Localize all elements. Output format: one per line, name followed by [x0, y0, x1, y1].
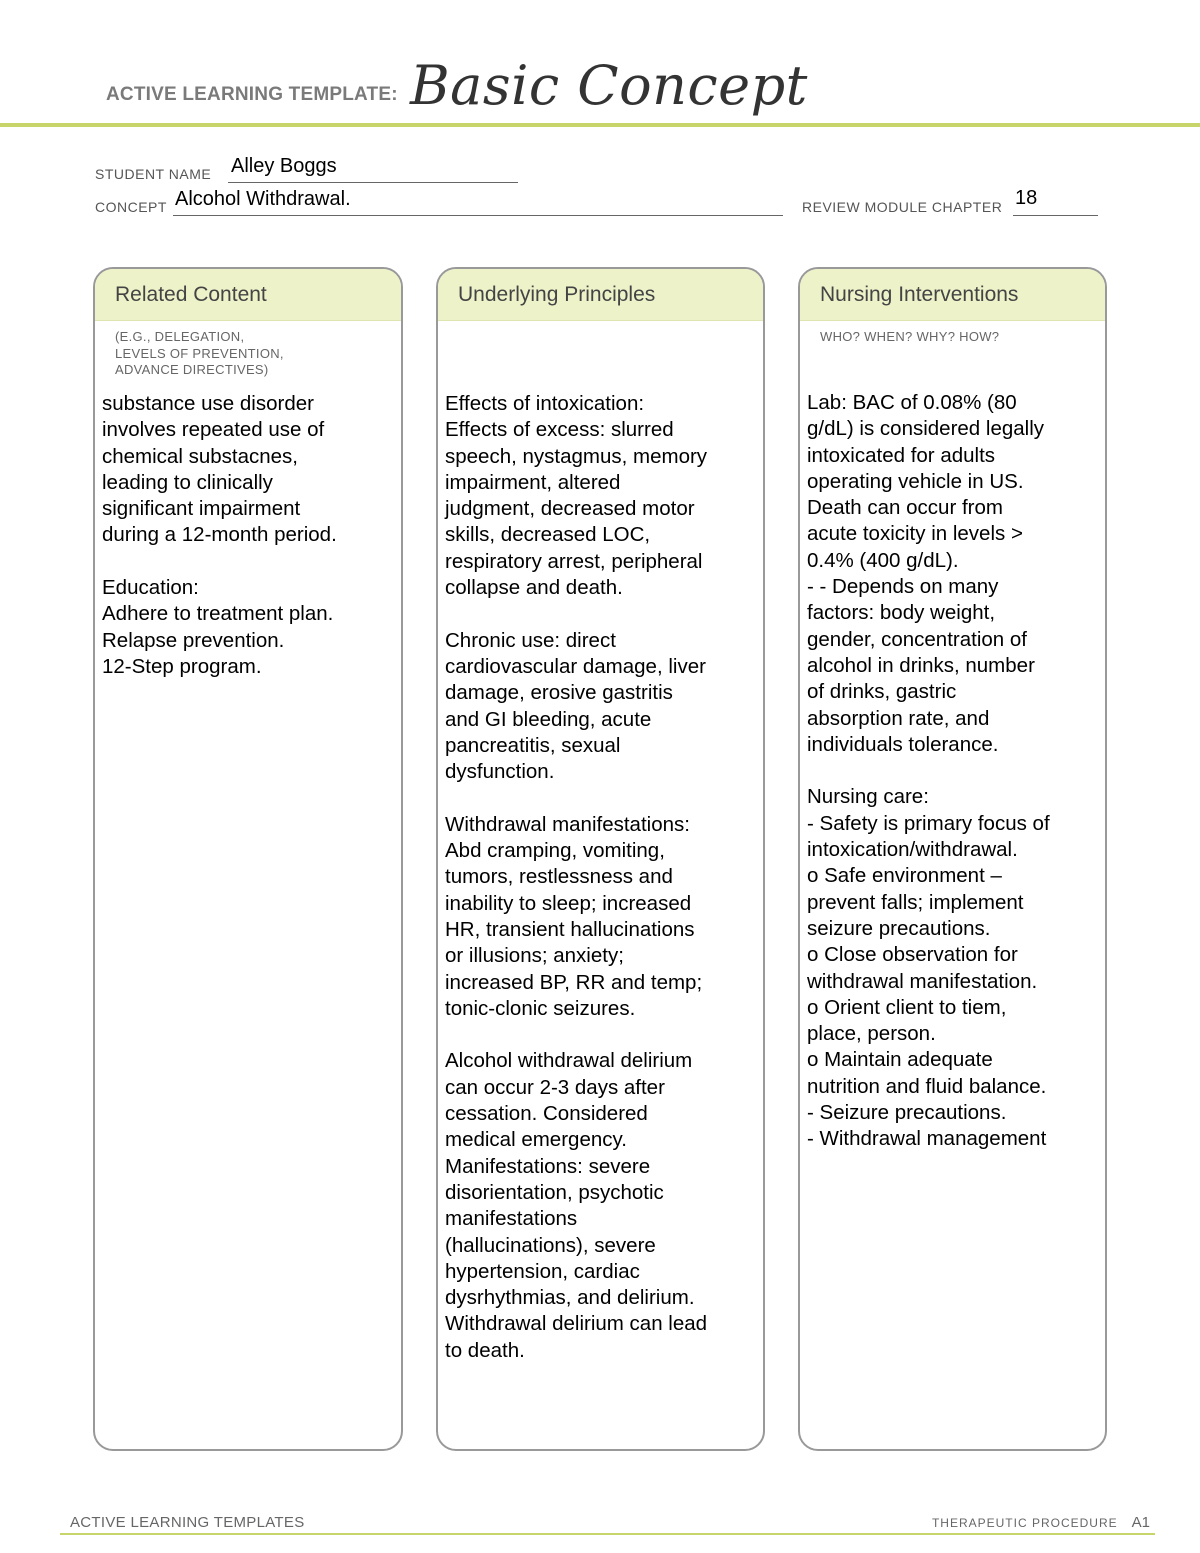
chapter-label: REVIEW MODULE CHAPTER	[802, 199, 1003, 215]
template-label: ACTIVE LEARNING TEMPLATE:	[106, 84, 398, 105]
nursing-interventions-subtitle: WHO? WHEN? WHY? HOW?	[820, 329, 1000, 344]
header-divider	[0, 123, 1200, 127]
underlying-principles-panel	[436, 267, 765, 1451]
concept-field[interactable]	[173, 188, 783, 216]
nursing-interventions-text[interactable]: Lab: BAC of 0.08% (80 g/dL) is considered legally intoxicated for adults operating vehicle in US. Death can occur from acute toxicity in levels > 0.4% (400 g/dL). - - Depends on many factors: body weight, gender, concentration of alcohol in drinks, number of drinks, gastric absorption rate, and individuals tolerance. Nursing care: - Safety is primary focus of intoxication/withdrawal. o Safe environment – prevent falls; implement seizure precautions. o Close observation for withdrawal manifestation. o Orient client to tiem, place, person. o Maintain adequate nutrition and fluid balance. - Seizure precautions. - Withdrawal management	[807, 391, 1050, 1151]
footer-section-label: THERAPEUTIC PROCEDURE	[931, 1516, 1118, 1530]
related-content-title: Related Content	[95, 269, 401, 321]
underlying-principles-text[interactable]: Effects of intoxication: Effects of excess: slurred speech, nystagmus, memory impairment, altered judgment, decreased motor skills, decreased LOC, respiratory arrest, peripheral collapse and death. Chronic use: direct cardiovascular damage, liver damage, erosive gastritis and GI bleeding, acute pancreatitis, sexual dysfunction. Withdrawal manifestations: Abd cramping, vomiting, tumors, restlessness and inability to sleep; increased HR, transient hallucinations or illusions; anxiety; increased BP, RR and temp; tonic-clonic seizures. Alcohol withdrawal delirium can occur 2-3 days after cessation. Considered medical emergency. Manifestations: severe disorientation, psychotic manifestations (hallucinations), severe hypertension, cardiac dysrhythmias, and delirium. Withdrawal delirium can lead to death.	[445, 392, 708, 1362]
footer-left-label: ACTIVE LEARNING TEMPLATES	[70, 1514, 305, 1531]
nursing-interventions-title: Nursing Interventions	[800, 269, 1105, 321]
related-content-text[interactable]: substance use disorder involves repeated use of chemical substacnes, leading to clinically significant impairment during a 12-month period. Education: Adhere to treatment plan. Relapse prevention. 12-Step program.	[102, 392, 337, 678]
footer-divider	[60, 1533, 1155, 1535]
related-content-subtitle: (E.G., DELEGATION, LEVELS OF PREVENTION, ADVANCE DIRECTIVES)	[115, 329, 284, 377]
student-name-label: STUDENT NAME	[95, 166, 212, 182]
page-number: A1	[1131, 1514, 1150, 1531]
related-content-panel	[93, 267, 403, 1451]
page-title: Basic Concept	[410, 54, 808, 117]
nursing-interventions-panel	[798, 267, 1107, 1451]
chapter-field[interactable]	[1013, 187, 1098, 216]
chapter-value: 18	[1015, 187, 1038, 209]
footer-right-label	[932, 1514, 1150, 1531]
student-name-field[interactable]	[228, 155, 518, 183]
concept-label: CONCEPT	[95, 199, 167, 215]
student-name-value: Alley Boggs	[231, 155, 337, 177]
concept-value: Alcohol Withdrawal.	[175, 188, 351, 210]
underlying-principles-title: Underlying Principles	[438, 269, 763, 321]
